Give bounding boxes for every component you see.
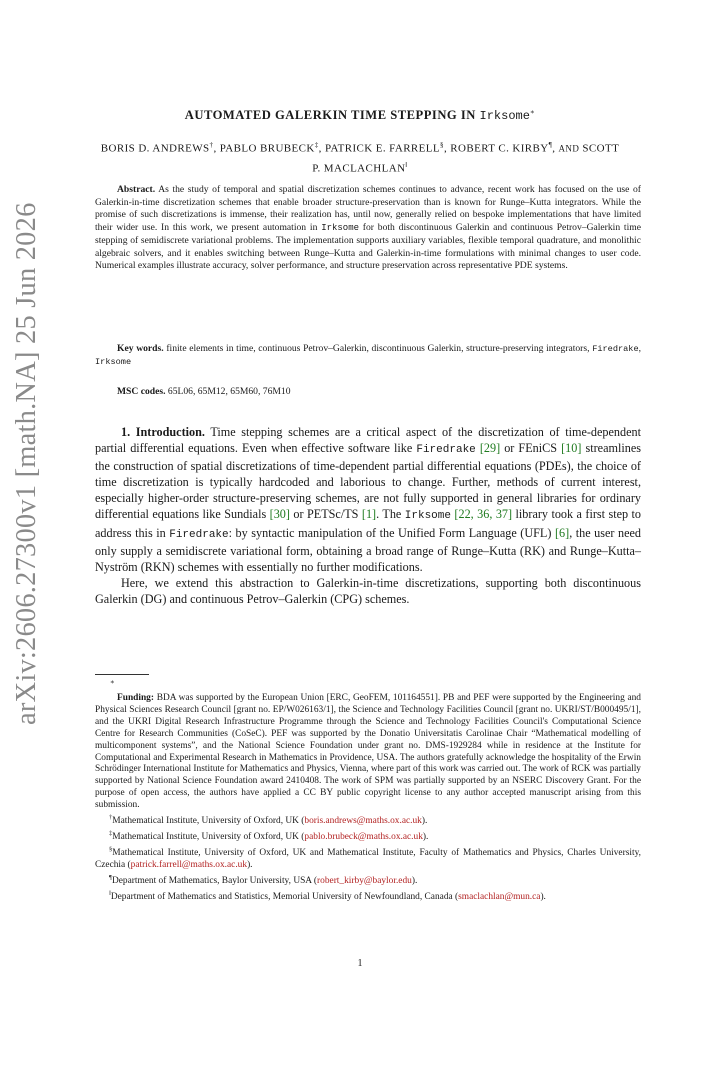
author-name: PATRICK E. FARRELL <box>324 142 441 155</box>
author-name: PABLO BRUBECK <box>219 142 315 155</box>
affiliation-close: ). <box>421 816 428 827</box>
intro-text: library took a first step to address this in <box>95 507 642 540</box>
section-heading: 1. Introduction. <box>121 425 205 439</box>
code-firedrake: Firedrake <box>169 528 229 541</box>
paper-title <box>90 108 630 123</box>
funding-label: Funding: <box>117 693 154 703</box>
footnotes <box>95 693 641 904</box>
author-name: ROBERT C. KIRBY <box>450 142 549 155</box>
introduction-section <box>95 424 641 607</box>
intro-text: or FEniCS <box>500 441 562 456</box>
funding-text: BDA was supported by the European Union [ERC, GeoFEM, 101164551]. PB and PEF were supported by the Engineering and Physical Sciences Research Council [grant no. EP/W026163/1], the Science and Technology Facilities Council [grant no. UKRI/ST/B000495/1], and the UKRI Digital Research Infrastructure Programme through the Science and Technology Facilities Council's Computational Science Centre for Research Communities (CoSeC). PEF was supported by the Donatio Universitatis Carolinae Chair “Mathematical modelling of multicomponent systems”, and the National Science Foundation under grant no. DMS-1929284 while in residence at the Institute for Computational and Experimental Research in Mathematics in Providence, USA. The authors gratefully acknowledge the hospitality of the Erwin Schrödinger International Institute for Mathematics and Physics, Vienna, where part of this work was carried out. The work of RCK was partially supported by National Science Foundation award 2410408. The work of SPM was partially supported by an NSERC Discovery Grant. For the purpose of open access, the authors have applied a CC BY public copyright license to any author accepted manuscript arising from this submission. <box>95 693 641 811</box>
author-list: BORIS D. ANDREWS†, PABLO BRUBECK‡, PATRICK E. FARRELL§, ROBERT C. KIRBY¶, AND SCOTT P. MACLACHLAN‖ <box>100 141 620 175</box>
affiliation-close: ). <box>411 876 418 887</box>
title-text: AUTOMATED GALERKIN TIME STEPPING IN <box>184 108 480 123</box>
citation-link[interactable]: [1] <box>361 507 377 522</box>
footnote-mark: † <box>109 814 113 822</box>
author-conjunction: AND <box>558 143 580 154</box>
affiliation-text: Mathematical Institute, University of Oxford, UK ( <box>112 832 305 843</box>
affiliation-text: Mathematical Institute, University of Oxford, UK ( <box>112 816 305 827</box>
keyword-separator: , <box>638 343 642 354</box>
footnote-mark: ¶ <box>109 874 112 882</box>
affiliation-text: Department of Mathematics and Statistics, Memorial University of Newfoundland, Canada ( <box>110 892 459 903</box>
affiliation-close: ). <box>540 892 546 903</box>
citation-link[interactable]: [6] <box>554 525 570 540</box>
keywords-paragraph <box>95 343 641 368</box>
keyword-code: Firedrake <box>592 344 639 354</box>
footnote-divider <box>95 674 149 675</box>
affiliation-footnote <box>95 888 641 904</box>
affiliation-footnote <box>95 872 641 888</box>
affiliation-text: Department of Mathematics, Baylor University, USA ( <box>111 876 318 887</box>
author-name: BORIS D. ANDREWS <box>100 142 210 155</box>
intro-text: Time stepping schemes are a critical aspect of the discretization of time-dependent partial differential equations. Even when effective software like <box>95 425 641 456</box>
author-mark: ‖ <box>405 160 408 169</box>
keyword-code: Irksome <box>95 356 132 367</box>
author-mark: ‡ <box>314 141 319 149</box>
email-link[interactable]: patrick.farrell@maths.ox.ac.uk <box>130 860 248 871</box>
keywords-label: Key words. <box>117 343 164 354</box>
affiliation-footnote <box>95 844 641 872</box>
intro-text: : by syntactic manipulation of the Unified Form Language (UFL) <box>228 525 555 540</box>
keywords-text: finite elements in time, continuous Petrov–Galerkin, discontinuous Galerkin, structure-preserving integrators, <box>166 343 593 354</box>
msc-codes <box>117 386 291 397</box>
author-mark: ¶ <box>548 141 553 149</box>
citation-link[interactable]: [22, 36, 37] <box>454 507 513 522</box>
intro-text: . The <box>376 507 405 522</box>
abstract-text: As the study of temporal and spatial discretization schemes continues to advance, recent work has focused on the use of Galerkin-in-time discretization schemes that enable broader structure-preservation than is known for Runge–Kutta integrators. While the promise of such discretizations is immense, their realization has, until now, generally relied on bespoke implementations that have limited their wider use. In this work, we present automation in <box>95 184 641 234</box>
abstract-paragraph <box>95 184 641 273</box>
author-name: SCOTT P. MACLACHLAN <box>312 142 620 175</box>
citation-link[interactable]: [30] <box>269 507 290 522</box>
email-link[interactable]: robert_kirby@baylor.edu <box>317 876 412 887</box>
intro-text: streamlines the construction of spatial discretizations of time-dependent partial differential equations (PDEs), the choice of time discretization is typically hardcoded and laborious to change. Further, methods of current interest, especially higher-order structure-preserving schemes, are not fully supported in general libraries for ordinary differential equations like Sundials <box>95 441 641 522</box>
footnote-mark: ‖ <box>109 890 111 898</box>
footnote-star-mark: ∗ <box>110 678 115 686</box>
affiliation-footnote <box>95 812 641 828</box>
affiliation-text: Mathematical Institute, University of Oxford, UK and Mathematical Institute, Faculty of Mathematics and Physics, Charles University, Czechia ( <box>95 848 641 871</box>
funding-footnote <box>95 693 641 812</box>
arxiv-identifier-text: arXiv:2606.27300v1 [math.NA] 25 Jun 2026 <box>11 202 42 725</box>
email-link[interactable]: pablo.brubeck@maths.ox.ac.uk <box>304 832 423 843</box>
footnote-mark: ‡ <box>109 830 113 838</box>
msc-label: MSC codes. <box>117 386 166 397</box>
author-mark: † <box>209 141 214 149</box>
title-footnote-mark: ∗ <box>529 108 536 116</box>
citation-link[interactable]: [10] <box>561 441 582 456</box>
affiliation-close: ). <box>247 860 253 871</box>
footnote-mark: § <box>109 846 113 854</box>
author-mark: § <box>440 141 444 149</box>
code-firedrake: Firedrake <box>416 444 476 457</box>
email-link[interactable]: smaclachlan@mun.ca <box>458 892 541 903</box>
page-number: 1 <box>357 958 363 969</box>
intro-text: , the user need only supply a semidiscrete variational form, obtaining a broad range of Runge–Kutta (RK) and Runge–Kutta–Nyström (RKN) schemes with essentially no further modifications. <box>95 525 642 574</box>
intro-paragraph: Here, we extend this abstraction to Galerkin-in-time discretizations, supporting both discontinuous Galerkin (DG) and continuous Petrov–Galerkin (CPG) schemes. <box>95 575 641 606</box>
msc-text: 65L06, 65M12, 65M60, 76M10 <box>167 386 291 397</box>
title-code: Irksome <box>479 109 530 124</box>
intro-text: or PETSc/TS <box>289 507 362 522</box>
intro-paragraph <box>95 424 641 575</box>
keywords <box>95 343 641 368</box>
affiliation-footnote <box>95 828 641 844</box>
abstract-code: Irksome <box>321 223 359 234</box>
citation-link[interactable]: [29] <box>479 441 501 456</box>
email-link[interactable]: boris.andrews@maths.ox.ac.uk <box>304 816 422 827</box>
code-irksome: Irksome <box>404 510 451 523</box>
affiliation-close: ). <box>422 832 429 843</box>
abstract-text-continued: for both discontinuous Galerkin and continuous Petrov–Galerkin time stepping of semidiscrete variational problems. The implementation supports auxiliary variables, flexible temporal quadrature, and monolithic algebraic solvers, and it enables switching between Runge–Kutta and Galerkin-in-time formulations with minimal changes to user code. Numerical examples illustrate accuracy, solver performance, and structure preservation across representative PDE systems. <box>95 222 641 272</box>
abstract-label: Abstract. <box>117 184 156 195</box>
abstract <box>95 184 641 273</box>
